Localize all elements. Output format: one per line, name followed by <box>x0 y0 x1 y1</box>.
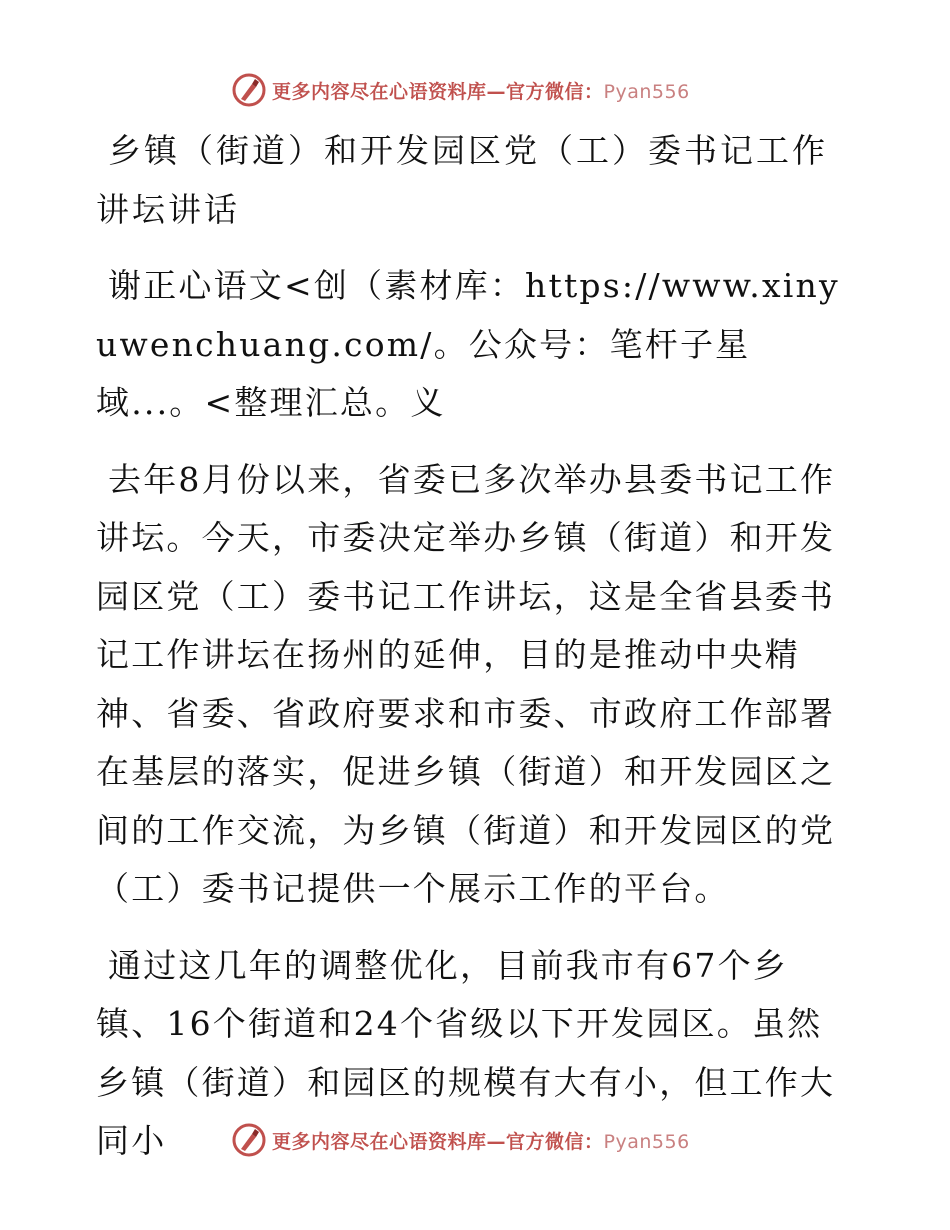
document-body <box>96 122 856 1189</box>
pen-logo-icon <box>232 73 266 107</box>
footer-watermark <box>232 1120 690 1160</box>
body-paragraph-2: 通过这几年的调整优化，目前我市有67个乡镇、16个街道和24个省级以下开发园区。虽然乡镇（街道）和园区的规模有大有小，但工作大同小 <box>96 945 836 1160</box>
wechat-id: Pyan556 <box>603 80 690 103</box>
watermark-text: 更多内容尽在心语资料库—官方微信：Pyan556 <box>272 80 690 103</box>
body-paragraph-1: 去年8月份以来，省委已多次举办县委书记工作讲坛。今天，市委决定举办乡镇（街道）和开发园区党（工）委书记工作讲坛，这是全省县委书记工作讲坛在扬州的延伸，目的是推动中央精神、省委、省政府要求和市委、市政府工作部署在基层的落实，促进乡镇（街道）和开发园区之间的工作交流，为乡镇（街道）和开发园区的党（工）委书记提供一个展示工作的平台。 <box>96 459 836 908</box>
wechat-id: Pyan556 <box>603 1130 690 1153</box>
document-title: 乡镇（街道）和开发园区党（工）委书记工作讲坛讲话 <box>96 131 828 229</box>
header-watermark <box>232 70 690 110</box>
watermark-text: 更多内容尽在心语资料库—官方微信：Pyan556 <box>272 1130 690 1153</box>
pen-logo-icon <box>232 1123 266 1157</box>
source-note: 谢正心语文<创（素材库：https://www.xinyuwenchuang.com/。公众号：笔杆子星域...。<整理汇总。义 <box>96 266 840 422</box>
